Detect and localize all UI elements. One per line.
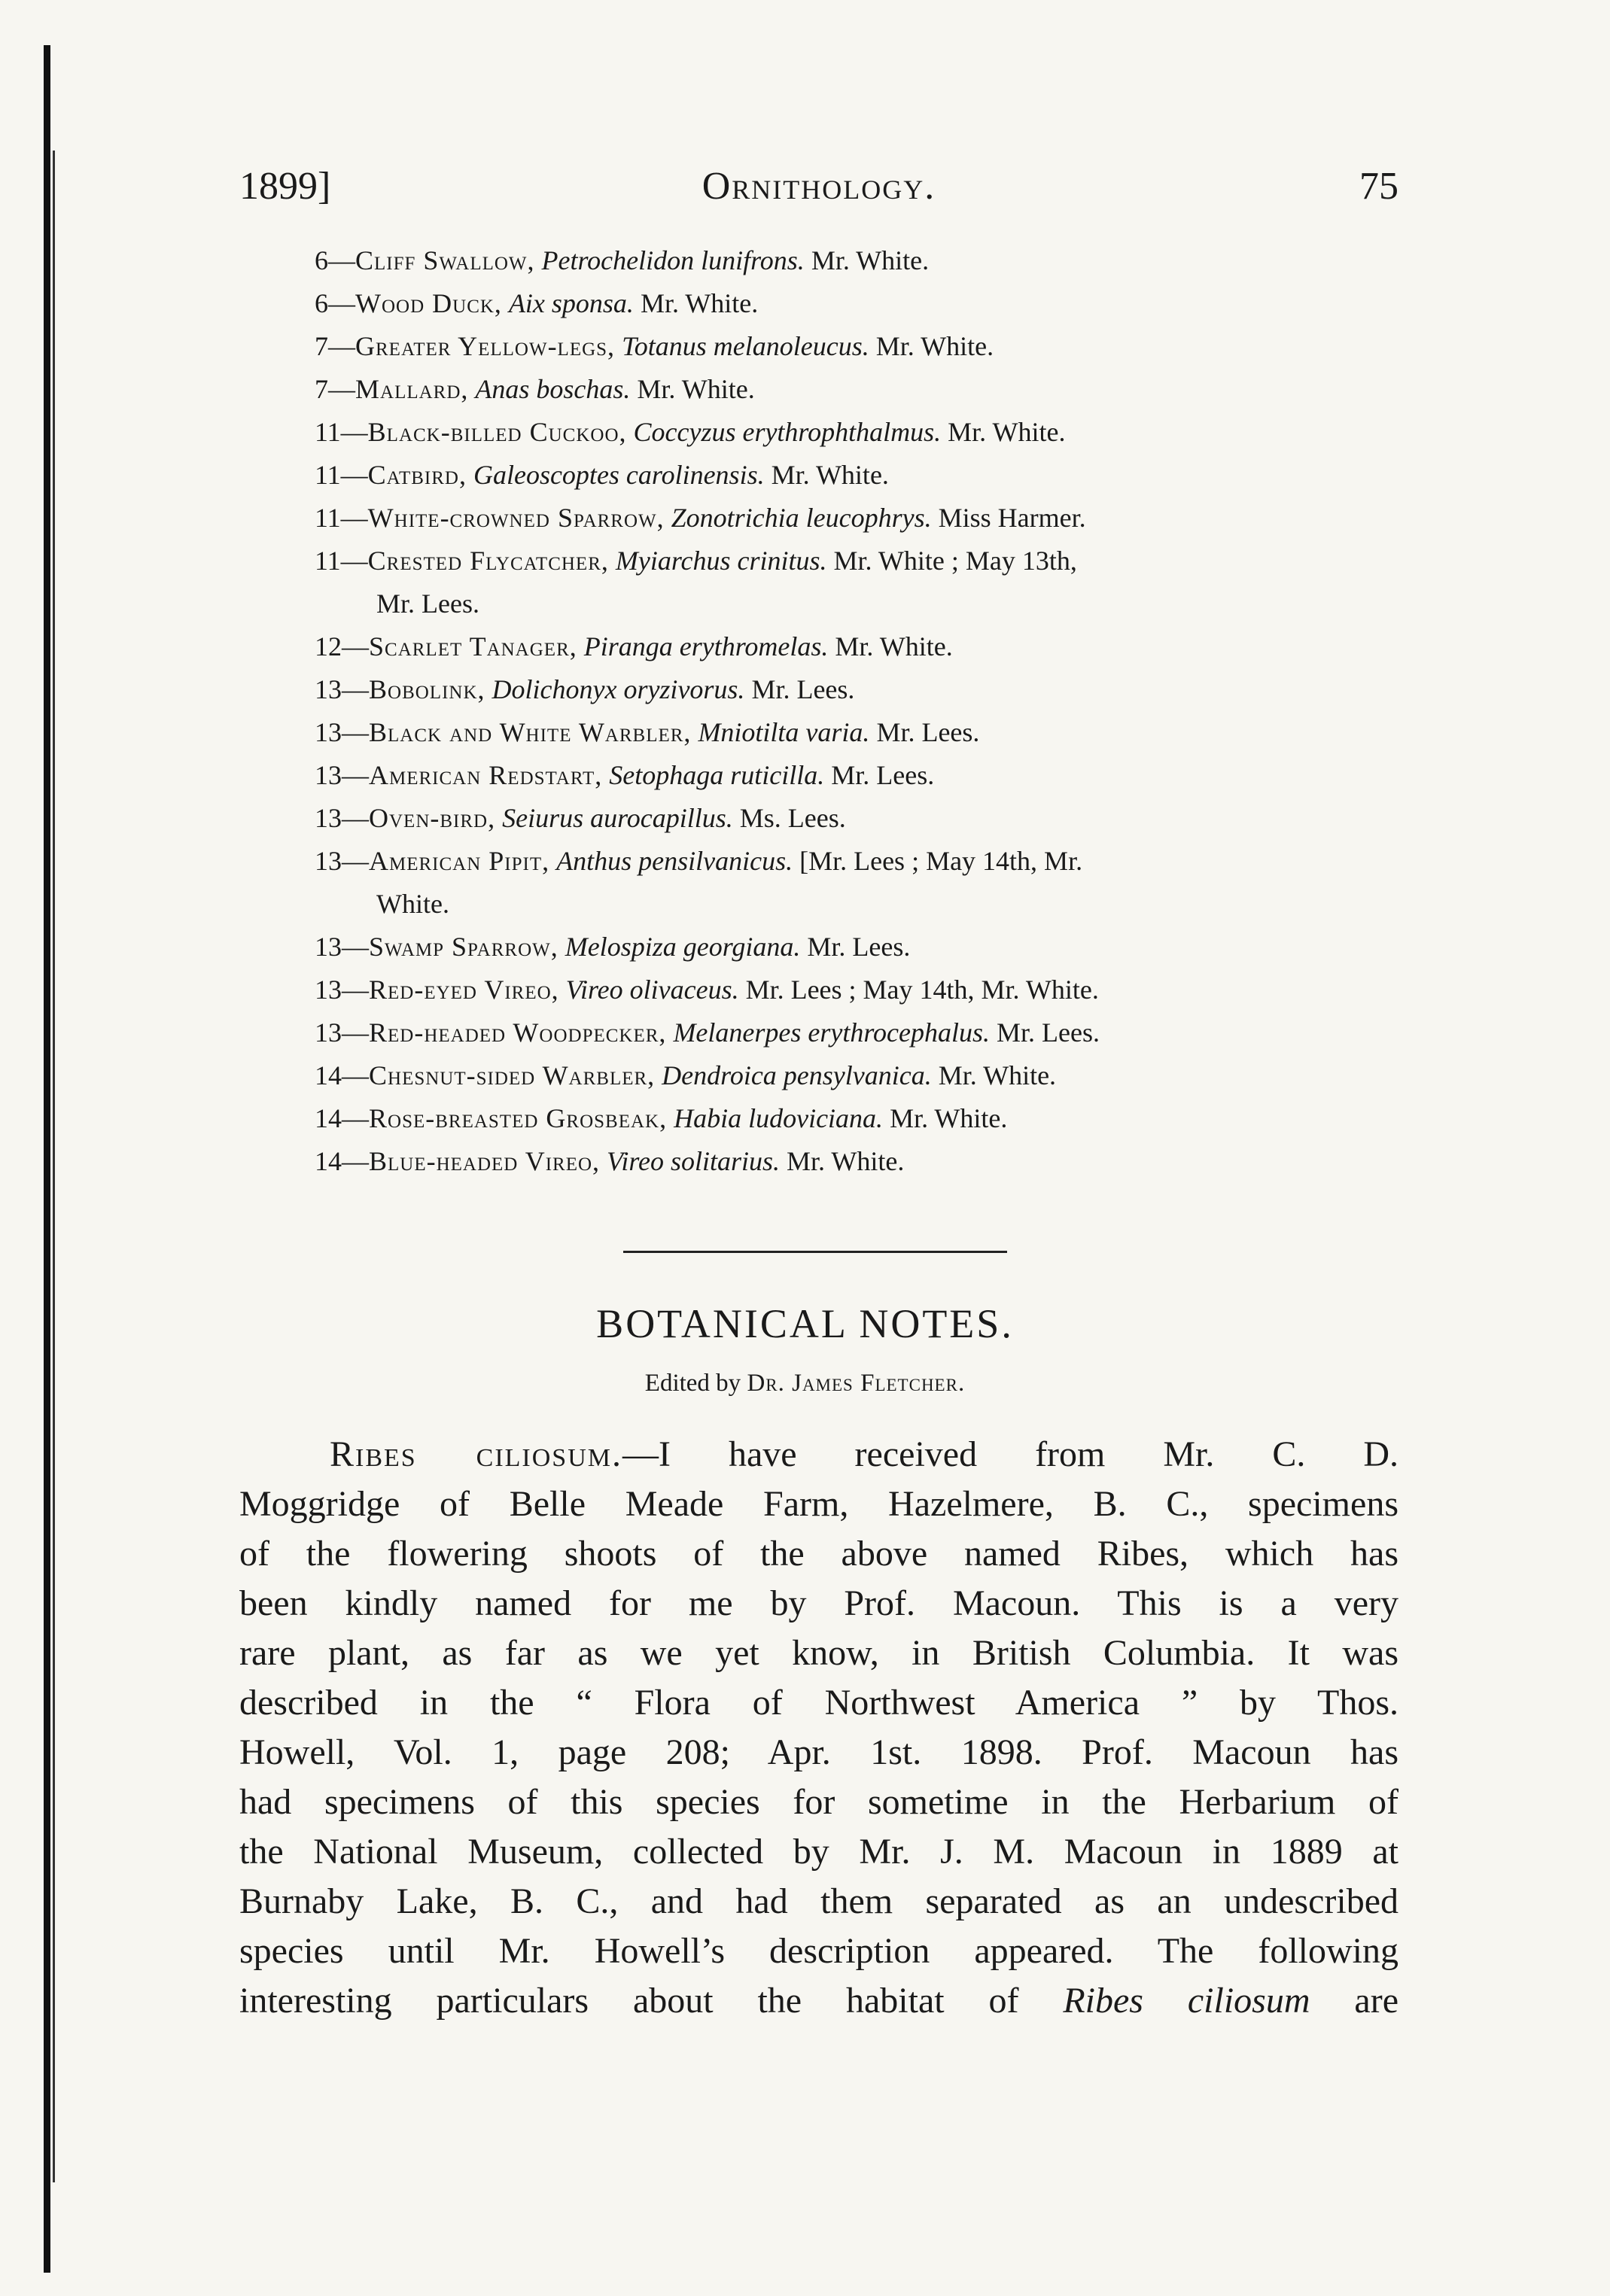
page-number: 75	[1359, 165, 1398, 208]
entry-common-name: Black and White Warbler,	[369, 717, 692, 747]
list-item: 13—American Redstart, Setophaga ruticilla. Mr. Lees.	[315, 760, 935, 790]
paragraph-text: had specimens of this species for sometime in the Herbarium of	[239, 1782, 1398, 1822]
entry-common-name: Blue-headed Vireo,	[369, 1146, 601, 1176]
entry-latin-name: Petrochelidon lunifrons.	[541, 245, 805, 275]
entry-observer: Mr. White.	[938, 1060, 1057, 1090]
running-header	[239, 164, 1398, 224]
entry-observer: Mr. Lees.	[807, 932, 911, 962]
paragraph-text: the National Museum, collected by Mr. J. M. Macoun in 1889 at	[239, 1832, 1398, 1872]
entry-common-name: Rose-breasted Grosbeak,	[369, 1103, 668, 1133]
entry-observer: Mr. White.	[637, 374, 755, 404]
paragraph-text: Moggridge of Belle Meade Farm, Hazelmere, B. C., specimens	[239, 1484, 1398, 1524]
section-title: BOTANICAL NOTES.	[596, 1301, 1014, 1346]
entry-latin-name: Anthus pensilvanicus.	[556, 846, 793, 876]
section-divider	[623, 1251, 1007, 1253]
entry-common-name: White-crowned Sparrow,	[367, 503, 665, 533]
header-title: Ornithology.	[702, 165, 936, 208]
entry-latin-name: Anas boschas.	[475, 374, 631, 404]
entry-date: 12	[315, 631, 342, 661]
entry-continuation: Mr. Lees.	[376, 588, 479, 619]
entry-latin-name: Vireo olivaceus.	[565, 975, 739, 1005]
list-item: 14—Rose-breasted Grosbeak, Habia ludoviciana. Mr. White.	[315, 1103, 1008, 1133]
list-item: 13—Swamp Sparrow, Melospiza georgiana. Mr. Lees.	[315, 932, 911, 962]
section-editor	[0, 1370, 1610, 1397]
paragraph-text: are	[1310, 1981, 1399, 2021]
entry-date: 13	[315, 975, 342, 1005]
paragraph-line	[239, 1728, 1398, 1777]
entry-latin-name: Seiurus aurocapillus.	[502, 803, 733, 833]
paragraph-line	[239, 1927, 1398, 1976]
entry-latin-name: Setophaga ruticilla.	[609, 760, 825, 790]
entry-common-name: Cliff Swallow,	[355, 245, 535, 275]
entry-observer: Mr. White.	[890, 1103, 1008, 1133]
paragraph-text: Burnaby Lake, B. C., and had them separated as an undescribed	[239, 1881, 1398, 1921]
entry-latin-name: Melanerpes erythrocephalus.	[673, 1017, 990, 1048]
entry-observer: Mr. White.	[835, 631, 953, 661]
list-item: 11—White-crowned Sparrow, Zonotrichia leucophrys. Miss Harmer.	[315, 503, 1086, 533]
entry-common-name: Mallard,	[355, 374, 469, 404]
list-item: 13—Oven-bird, Seiurus aurocapillus. Ms. Lees.	[315, 803, 846, 833]
entry-latin-name: Dendroica pensylvanica.	[662, 1060, 932, 1090]
entry-observer: [Mr. Lees ; May 14th, Mr.	[799, 846, 1083, 876]
list-item: 7—Mallard, Anas boschas. Mr. White.	[315, 374, 755, 404]
list-item: 11—Crested Flycatcher, Myiarchus crinitus. Mr. White ; May 13th, Mr. Lees.	[315, 540, 1414, 625]
paragraph-text: interesting particulars about the habitat of	[239, 1981, 1064, 2021]
paragraph-line	[239, 1430, 1398, 1479]
entry-latin-name: Habia ludoviciana.	[674, 1103, 884, 1133]
entry-observer: Mr. Lees.	[997, 1017, 1100, 1048]
paragraph-text: been kindly named for me by Prof. Macoun. This is a very	[239, 1583, 1398, 1623]
paragraph-line	[239, 1877, 1398, 1927]
paragraph-text: rare plant, as far as we yet know, in British Columbia. It was	[239, 1633, 1398, 1673]
entry-date: 13	[315, 674, 342, 704]
entry-latin-name: Galeoscoptes carolinensis.	[473, 460, 765, 490]
entry-date: 11	[315, 417, 341, 447]
list-item: 12—Scarlet Tanager, Piranga erythromelas. Mr. White.	[315, 631, 953, 661]
entry-date: 14	[315, 1146, 342, 1176]
paragraph-text: of the flowering shoots of the above named Ribes, which has	[239, 1534, 1398, 1574]
entry-date: 11	[315, 460, 341, 490]
entry-observer: Ms. Lees.	[739, 803, 846, 833]
entry-observer: Mr. White.	[811, 245, 930, 275]
entry-observer: Mr. White.	[640, 288, 759, 318]
binding-shadow	[53, 151, 55, 2182]
entry-observer: Mr. White.	[771, 460, 889, 490]
entry-latin-name: Myiarchus crinitus.	[615, 546, 827, 576]
entry-common-name: Bobolink,	[369, 674, 485, 704]
entry-observer: Mr. White.	[948, 417, 1066, 447]
entry-date: 13	[315, 760, 342, 790]
paragraph-line	[239, 1976, 1398, 2026]
entry-observer: Mr. Lees ; May 14th, Mr. White.	[745, 975, 1099, 1005]
list-item: 11—Catbird, Galeoscoptes carolinensis. Mr. White.	[315, 460, 889, 490]
ornithology-list	[315, 239, 1414, 1183]
entry-latin-name: Vireo solitarius.	[607, 1146, 781, 1176]
entry-date: 13	[315, 717, 342, 747]
paragraph-line	[239, 1479, 1398, 1529]
paragraph-line	[239, 1628, 1398, 1678]
entry-date: 6	[315, 245, 328, 275]
entry-date: 7	[315, 331, 328, 361]
entry-date: 7	[315, 374, 328, 404]
paragraph-line	[239, 1678, 1398, 1728]
entry-date: 13	[315, 846, 342, 876]
entry-observer: Mr. Lees.	[831, 760, 935, 790]
entry-latin-name: Piranga erythromelas.	[583, 631, 829, 661]
entry-common-name: Wood Duck,	[355, 288, 502, 318]
entry-common-name: Red-headed Woodpecker,	[369, 1017, 667, 1048]
paragraph-line	[239, 1579, 1398, 1628]
list-item: 6—Wood Duck, Aix sponsa. Mr. White.	[315, 288, 759, 318]
list-item: 6—Cliff Swallow, Petrochelidon lunifrons. Mr. White.	[315, 245, 930, 275]
paragraph-text: —I have received from Mr. C. D.	[622, 1434, 1398, 1474]
editor-prefix: Edited by	[644, 1370, 741, 1397]
botanical-paragraph	[239, 1430, 1398, 2026]
entry-latin-name: Zonotrichia leucophrys.	[671, 503, 932, 533]
entry-common-name: Crested Flycatcher,	[367, 546, 609, 576]
entry-common-name: American Pipit,	[369, 846, 550, 876]
paragraph-text: described in the “ Flora of Northwest America ” by Thos.	[239, 1683, 1398, 1723]
editor-name: Dr. James Fletcher.	[747, 1370, 966, 1397]
entry-latin-name: Dolichonyx oryzivorus.	[492, 674, 745, 704]
paragraph-line	[239, 1777, 1398, 1827]
entry-common-name: American Redstart,	[369, 760, 603, 790]
binding-edge	[44, 45, 50, 2273]
list-item: 14—Chesnut-sided Warbler, Dendroica pensylvanica. Mr. White.	[315, 1060, 1057, 1090]
entry-observer: Mr. Lees.	[876, 717, 980, 747]
entry-observer: Mr. Lees.	[751, 674, 855, 704]
entry-continuation: White.	[376, 889, 449, 919]
entry-date: 11	[315, 503, 341, 533]
entry-common-name: Black-billed Cuckoo,	[367, 417, 627, 447]
paragraph-lead: Ribes ciliosum.	[330, 1434, 623, 1474]
list-item: 14—Blue-headed Vireo, Vireo solitarius. Mr. White.	[315, 1146, 905, 1176]
header-year: 1899]	[239, 165, 331, 208]
entry-latin-name: Totanus melanoleucus.	[622, 331, 869, 361]
paragraph-line	[239, 1529, 1398, 1579]
list-item: 13—Black and White Warbler, Mniotilta varia. Mr. Lees.	[315, 717, 980, 747]
entry-date: 13	[315, 932, 342, 962]
entry-common-name: Swamp Sparrow,	[369, 932, 558, 962]
paragraph-text: species until Mr. Howell’s description appeared. The following	[239, 1931, 1398, 1971]
entry-observer: Mr. White.	[875, 331, 994, 361]
paragraph-line	[239, 1827, 1398, 1877]
entry-latin-name: Mniotilta varia.	[698, 717, 870, 747]
list-item: 13—Bobolink, Dolichonyx oryzivorus. Mr. Lees.	[315, 674, 855, 704]
entry-date: 13	[315, 1017, 342, 1048]
entry-common-name: Greater Yellow-legs,	[355, 331, 616, 361]
entry-date: 6	[315, 288, 328, 318]
entry-common-name: Chesnut-sided Warbler,	[369, 1060, 656, 1090]
list-item: 11—Black-billed Cuckoo, Coccyzus erythrophthalmus. Mr. White.	[315, 417, 1066, 447]
entry-common-name: Catbird,	[367, 460, 467, 490]
entry-common-name: Scarlet Tanager,	[369, 631, 577, 661]
paragraph-text: Howell, Vol. 1, page 208; Apr. 1st. 1898. Prof. Macoun has	[239, 1732, 1398, 1772]
entry-date: 14	[315, 1103, 342, 1133]
entry-observer: Miss Harmer.	[938, 503, 1086, 533]
entry-observer: Mr. White ; May 13th,	[833, 546, 1077, 576]
list-item: 7—Greater Yellow-legs, Totanus melanoleucus. Mr. White.	[315, 331, 994, 361]
list-item: 13—Red-eyed Vireo, Vireo olivaceus. Mr. Lees ; May 14th, Mr. White.	[315, 975, 1099, 1005]
entry-date: 11	[315, 546, 341, 576]
entry-latin-name: Melospiza georgiana.	[565, 932, 801, 962]
entry-latin-name: Aix sponsa.	[508, 288, 634, 318]
entry-latin-name: Coccyzus erythrophthalmus.	[633, 417, 942, 447]
entry-common-name: Oven-bird,	[369, 803, 496, 833]
list-item: 13—American Pipit, Anthus pensilvanicus. [Mr. Lees ; May 14th, Mr. White.	[315, 840, 1414, 926]
entry-common-name: Red-eyed Vireo,	[369, 975, 559, 1005]
entry-date: 13	[315, 803, 342, 833]
list-item: 13—Red-headed Woodpecker, Melanerpes erythrocephalus. Mr. Lees.	[315, 1017, 1100, 1048]
entry-date: 14	[315, 1060, 342, 1090]
entry-observer: Mr. White.	[787, 1146, 905, 1176]
paragraph-italic-term: Ribes ciliosum	[1063, 1981, 1310, 2021]
